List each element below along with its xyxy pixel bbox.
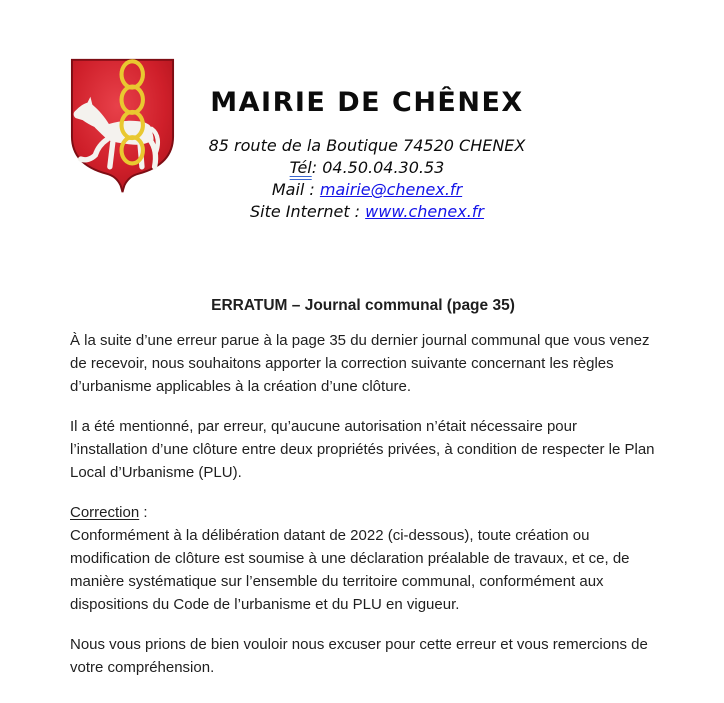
paragraph-apology: Nous vous prions de bien vouloir nous excuser pour cette erreur et vous remercions de votre compréhension.: [70, 636, 648, 676]
address-line: 85 route de la Boutique 74520 CHENEX: [208, 136, 526, 155]
phone-separator: :: [311, 158, 323, 177]
website-link[interactable]: www.chenex.fr: [365, 202, 485, 221]
mail-line: [180, 179, 554, 201]
mail-label: Mail :: [271, 180, 320, 199]
page-title: MAIRIE DE CHÊNEX: [210, 87, 524, 118]
correction-text: Conformément à la délibération datant de 2022 (ci-dessous), toute création ou modification de clôture est soumise à une déclaration préalable de travaux, et ce, de manière systématique sur l’ensemble du territoire communal, conformément aux dispositions du Code de l’urbanisme et du PLU en vigueur.: [70, 527, 630, 613]
coat-of-arms-icon: [64, 54, 181, 195]
paragraph-correction: [70, 501, 656, 616]
paragraph-intro: À la suite d’une erreur parue à la page 35 du dernier journal communal que vous venez de recevoir, nous souhaitons apporter la correction suivante concernant les règles d’urbanisme applicables à la création d’une clôture.: [70, 332, 650, 395]
phone-line: [180, 157, 554, 179]
website-label: Site Internet :: [249, 202, 366, 221]
coat-of-arms: [64, 54, 181, 195]
notice-heading: ERRATUM – Journal communal (page 35): [211, 297, 515, 314]
phone-number: 04.50.04.30.53: [322, 158, 445, 177]
website-line: [180, 201, 554, 223]
notice-body: [70, 294, 656, 696]
paragraph-error: Il a été mentionné, par erreur, qu’aucune autorisation n’était nécessaire pour l’installation d’une clôture entre deux propriétés privées, à condition de respecter le Plan Local d’Urbanisme (PLU).: [70, 418, 655, 481]
letterhead: [180, 86, 554, 223]
email-link[interactable]: mairie@chenex.fr: [319, 180, 463, 199]
phone-label: Tél: [289, 158, 312, 177]
correction-label: Correction: [70, 504, 140, 521]
correction-colon: :: [139, 504, 148, 521]
